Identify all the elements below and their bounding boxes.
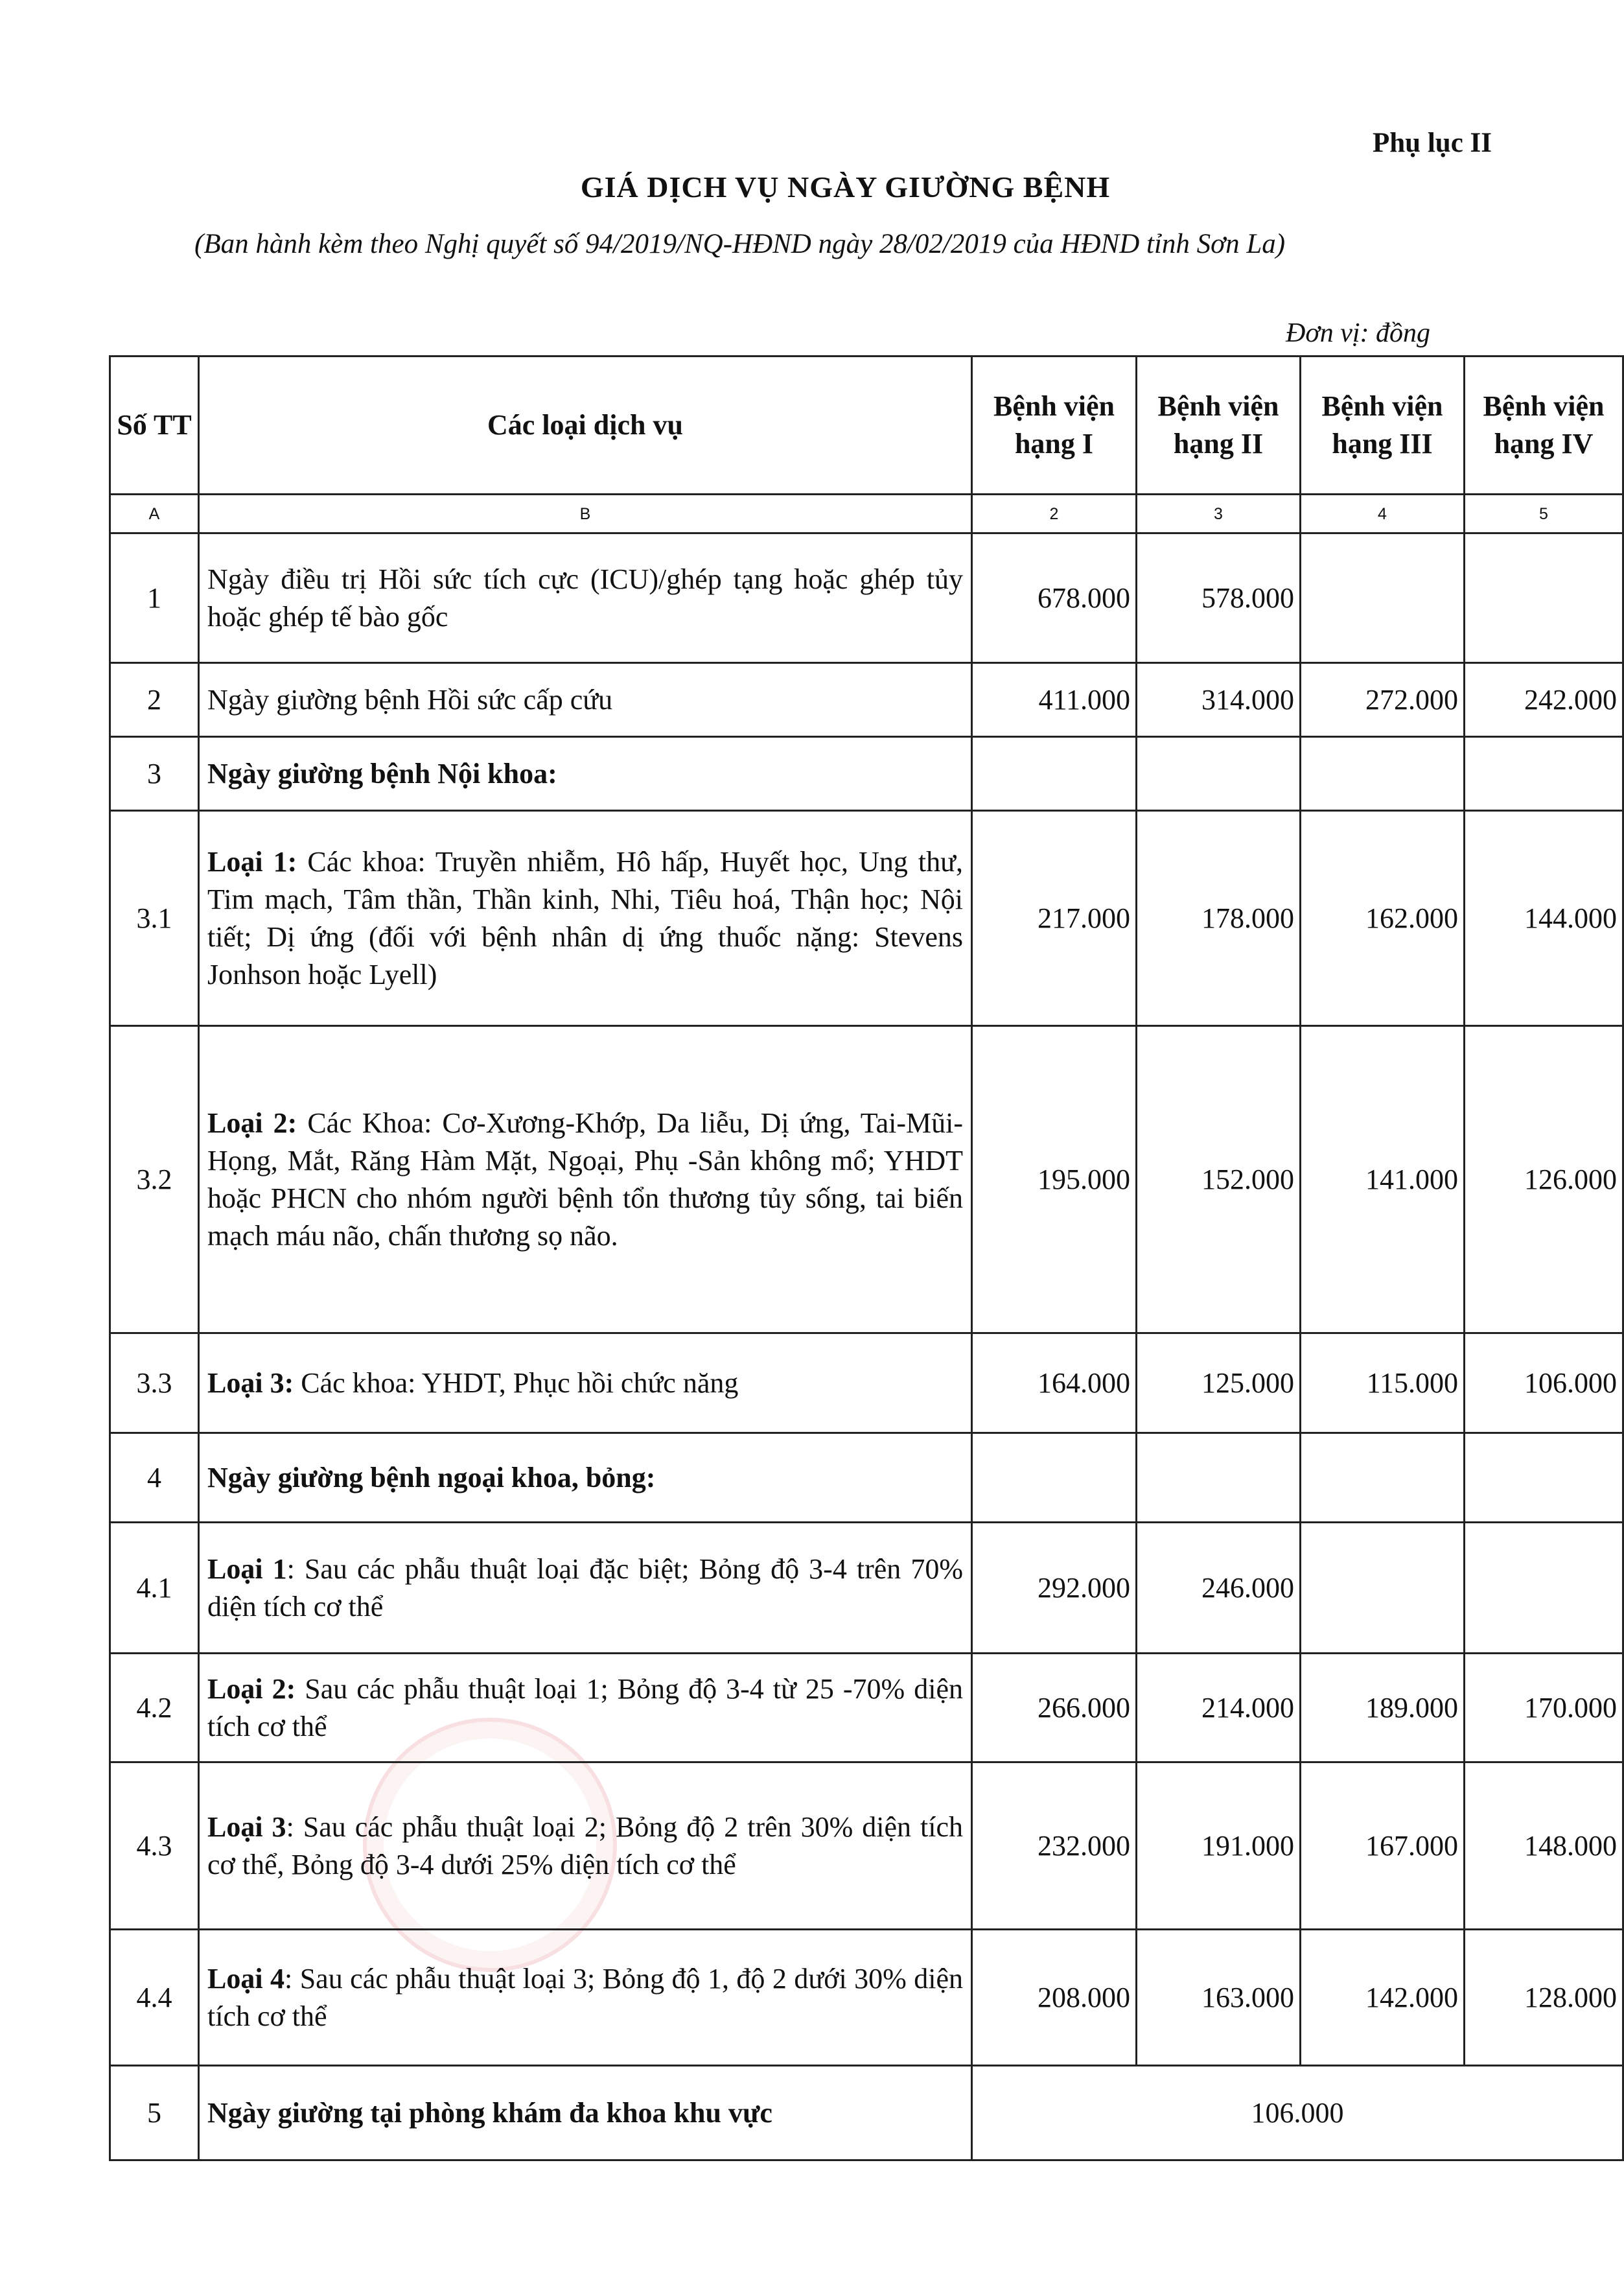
price-class-4: 126.000 [1465, 1026, 1623, 1333]
row-stt: 2 [110, 663, 199, 737]
table-row [110, 1333, 1623, 1433]
price-all-classes: 106.000 [972, 2066, 1623, 2160]
header-hospital-class-3 [1301, 357, 1465, 495]
row-text: Các khoa: Truyền nhiễm, Hô hấp, Huyết học, Ung thư, Tim mạch, Tâm thần, Thần kinh, Nhi, Tiêu hoá, Thận học; Nội tiết; Dị ứng (đối với bệnh nhân dị ứng thuốc nặng: Stevens Jonhson hoặc Lyell) [207, 845, 963, 990]
column-code: 3 [1137, 495, 1301, 533]
row-label: Loại 1: [207, 845, 297, 878]
row-text: Sau các phẫu thuật loại 1; Bỏng độ 3-4 từ 25 -70% diện tích cơ thể [207, 1672, 963, 1742]
header-h3-line1: Bệnh viện [1321, 390, 1443, 422]
price-class-2: 191.000 [1137, 1762, 1301, 1930]
price-class-3 [1301, 1523, 1465, 1654]
table-header-row [110, 357, 1623, 495]
row-text: Ngày giường bệnh Hồi sức cấp cứu [207, 683, 613, 716]
price-class-4: 106.000 [1465, 1333, 1623, 1433]
row-stt: 4.2 [110, 1654, 199, 1762]
appendix-label: Phụ lục II [1373, 128, 1492, 158]
price-class-3 [1301, 533, 1465, 663]
row-stt: 1 [110, 533, 199, 663]
table-row [110, 1026, 1623, 1333]
column-code: 4 [1301, 495, 1465, 533]
price-class-1: 411.000 [972, 663, 1137, 737]
price-class-1: 678.000 [972, 533, 1137, 663]
price-class-4: 170.000 [1465, 1654, 1623, 1762]
document-subtitle: (Ban hành kèm theo Nghị quyết số 94/2019/NQ-HĐND ngày 28/02/2019 của HĐND tỉnh Sơn La) [194, 229, 1286, 259]
price-class-1: 232.000 [972, 1762, 1137, 1930]
row-stt: 3 [110, 737, 199, 811]
header-stt: Số TT [110, 357, 199, 495]
price-class-2 [1137, 1433, 1301, 1523]
price-class-1: 266.000 [972, 1654, 1137, 1762]
row-label: Loại 4 [207, 1962, 285, 1995]
column-code-row [110, 495, 1623, 533]
price-class-2: 178.000 [1137, 811, 1301, 1026]
table-row [110, 1654, 1623, 1762]
price-class-1: 164.000 [972, 1333, 1137, 1433]
table-row [110, 663, 1623, 737]
row-stt: 4.3 [110, 1762, 199, 1930]
price-class-3: 115.000 [1301, 1333, 1465, 1433]
row-stt: 4 [110, 1433, 199, 1523]
row-description [199, 1026, 972, 1333]
price-class-2: 125.000 [1137, 1333, 1301, 1433]
header-h4-line2: hạng IV [1494, 428, 1594, 460]
price-class-3 [1301, 1433, 1465, 1523]
row-label: Loại 1 [207, 1552, 287, 1585]
row-stt: 3.2 [110, 1026, 199, 1333]
price-class-2: 578.000 [1137, 533, 1301, 663]
row-stt: 3.3 [110, 1333, 199, 1433]
price-class-4 [1465, 1523, 1623, 1654]
row-label: Ngày giường bệnh Nội khoa: [207, 757, 557, 790]
header-hospital-class-4 [1465, 357, 1623, 495]
row-label: Loại 2: [207, 1672, 296, 1705]
price-class-4: 144.000 [1465, 811, 1623, 1026]
table-section-row [110, 1433, 1623, 1523]
header-h4-line1: Bệnh viện [1483, 390, 1605, 422]
price-class-2: 152.000 [1137, 1026, 1301, 1333]
row-text: : Sau các phẫu thuật loại đặc biệt; Bỏng độ 3-4 trên 70% diện tích cơ thể [207, 1552, 963, 1622]
price-class-4 [1465, 533, 1623, 663]
row-description [199, 811, 972, 1026]
price-class-3: 162.000 [1301, 811, 1465, 1026]
header-service: Các loại dịch vụ [199, 357, 972, 495]
price-class-4: 128.000 [1465, 1930, 1623, 2066]
price-class-2 [1137, 737, 1301, 811]
row-stt: 5 [110, 2066, 199, 2160]
header-h2-line1: Bệnh viện [1157, 390, 1279, 422]
document-title: GIÁ DỊCH VỤ NGÀY GIƯỜNG BỆNH [580, 170, 1111, 204]
header-h1-line2: hạng I [1014, 428, 1094, 460]
row-label: Loại 3: [207, 1366, 294, 1399]
price-class-1: 292.000 [972, 1523, 1137, 1654]
row-description [199, 1654, 972, 1762]
price-class-4 [1465, 1433, 1623, 1523]
column-code: 5 [1465, 495, 1623, 533]
price-class-2: 214.000 [1137, 1654, 1301, 1762]
row-description [199, 737, 972, 811]
price-class-1: 195.000 [972, 1026, 1137, 1333]
price-class-3: 142.000 [1301, 1930, 1465, 2066]
table-section-row [110, 737, 1623, 811]
row-text: : Sau các phẫu thuật loại 3; Bỏng độ 1, độ 2 dưới 30% diện tích cơ thể [207, 1962, 963, 2032]
price-class-4 [1465, 737, 1623, 811]
table-row [110, 533, 1623, 663]
row-label: Loại 3 [207, 1810, 286, 1843]
table-row [110, 2066, 1623, 2160]
row-stt: 4.1 [110, 1523, 199, 1654]
row-description [199, 1523, 972, 1654]
price-class-3: 167.000 [1301, 1762, 1465, 1930]
column-code: 2 [972, 495, 1137, 533]
price-class-3 [1301, 737, 1465, 811]
price-class-3: 141.000 [1301, 1026, 1465, 1333]
price-class-3: 272.000 [1301, 663, 1465, 737]
row-text: Ngày điều trị Hồi sức tích cực (ICU)/ghép tạng hoặc ghép tủy hoặc ghép tế bào gốc [207, 563, 963, 633]
column-code: B [199, 495, 972, 533]
table-row [110, 1930, 1623, 2066]
price-class-2: 246.000 [1137, 1523, 1301, 1654]
price-table [109, 355, 1624, 2161]
header-h1-line1: Bệnh viện [993, 390, 1115, 422]
price-class-4: 242.000 [1465, 663, 1623, 737]
price-class-2: 163.000 [1137, 1930, 1301, 2066]
price-class-1 [972, 737, 1137, 811]
price-class-3: 189.000 [1301, 1654, 1465, 1762]
price-class-4: 148.000 [1465, 1762, 1623, 1930]
row-description [199, 1762, 972, 1930]
row-stt: 3.1 [110, 811, 199, 1026]
column-code: A [110, 495, 199, 533]
header-hospital-class-2 [1137, 357, 1301, 495]
currency-unit: Đơn vị: đồng [1286, 318, 1431, 348]
row-text: Các Khoa: Cơ-Xương-Khớp, Da liễu, Dị ứng, Tai-Mũi-Họng, Mắt, Răng Hàm Mặt, Ngoại, Phụ -Sản không mổ; YHDT hoặc PHCN cho nhóm người bệnh tổn thương tủy sống, tai biến mạch máu não, chấn thương sọ não. [207, 1106, 963, 1252]
price-class-1 [972, 1433, 1137, 1523]
row-description [199, 1930, 972, 2066]
row-label: Ngày giường bệnh ngoại khoa, bỏng: [207, 1461, 656, 1493]
row-description: Ngày giường tại phòng khám đa khoa khu vực [199, 2066, 972, 2160]
price-class-2: 314.000 [1137, 663, 1301, 737]
row-text: : Sau các phẫu thuật loại 2; Bỏng độ 2 trên 30% diện tích cơ thể, Bỏng độ 3-4 dưới 25% diện tích cơ thể [207, 1810, 963, 1880]
row-description [199, 1333, 972, 1433]
row-stt: 4.4 [110, 1930, 199, 2066]
header-h3-line2: hạng III [1332, 428, 1433, 460]
row-text: Các khoa: YHDT, Phục hồi chức năng [294, 1366, 739, 1399]
table-row [110, 811, 1623, 1026]
table-row [110, 1523, 1623, 1654]
price-class-1: 208.000 [972, 1930, 1137, 2066]
header-h2-line2: hạng II [1173, 428, 1264, 460]
price-class-1: 217.000 [972, 811, 1137, 1026]
row-label: Loại 2: [207, 1106, 297, 1139]
row-description [199, 663, 972, 737]
row-description [199, 1433, 972, 1523]
header-hospital-class-1 [972, 357, 1137, 495]
table-row [110, 1762, 1623, 1930]
row-description [199, 533, 972, 663]
